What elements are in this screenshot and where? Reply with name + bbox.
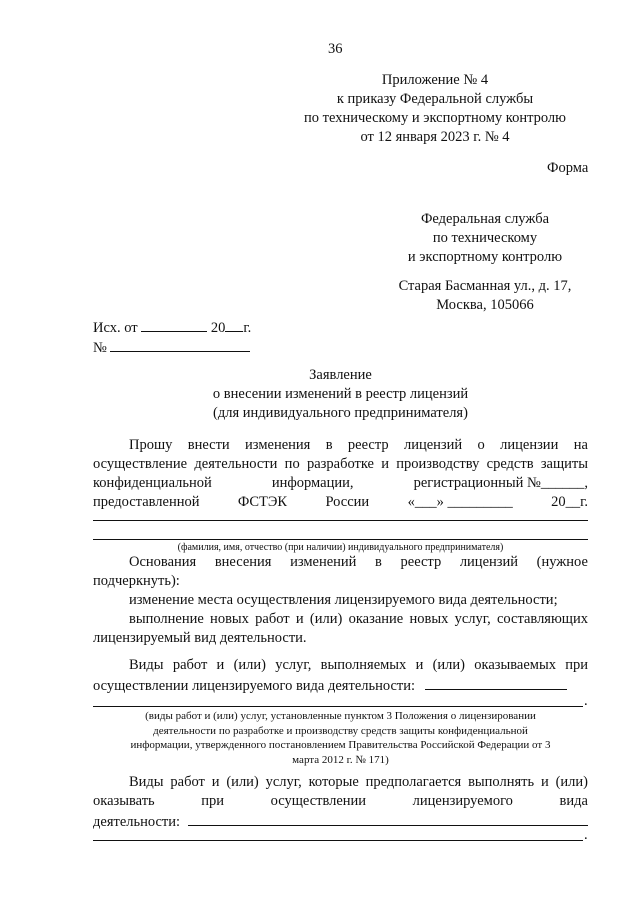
outgoing-number-field[interactable] bbox=[110, 337, 250, 352]
planned-line-1: Виды работ и (или) услуг, которые предполагается выполнять и (или) bbox=[129, 774, 588, 790]
appendix-line: по техническому и экспортному контролю bbox=[304, 110, 566, 126]
word: в bbox=[325, 437, 333, 453]
outgoing-year-prefix: 20 bbox=[210, 320, 226, 336]
addressee-line: Москва, 105066 bbox=[436, 297, 534, 313]
word: лицензий bbox=[459, 554, 519, 570]
outgoing-date-field[interactable] bbox=[141, 317, 207, 332]
outgoing-year-field[interactable] bbox=[225, 317, 243, 332]
outgoing-year-suffix: г. bbox=[243, 320, 252, 336]
work-types-line[interactable] bbox=[93, 706, 583, 707]
work-types-line-2 bbox=[93, 675, 588, 696]
license-year-field[interactable]: 20__г. bbox=[551, 494, 588, 510]
word: реестр bbox=[400, 554, 442, 570]
document-title bbox=[93, 366, 588, 423]
caption-line: деятельности по разработке и производству средств защиты конфиденциальной bbox=[153, 724, 528, 737]
word: ФСТЭК bbox=[237, 494, 288, 510]
word: лицензий bbox=[403, 437, 463, 453]
request-line-4 bbox=[93, 493, 588, 512]
grounds-option-place[interactable]: изменение места осуществления лицензируемого вида деятельности; bbox=[129, 592, 558, 608]
work-types-paragraph bbox=[93, 656, 588, 696]
word: осуществлении bbox=[270, 793, 367, 809]
word: лицензии bbox=[500, 437, 559, 453]
word: предоставленной bbox=[93, 494, 200, 510]
grounds-paragraph bbox=[93, 553, 588, 648]
word: конфиденциальной bbox=[93, 475, 212, 491]
word: лицензируемого bbox=[412, 793, 513, 809]
appendix-line: Приложение № 4 bbox=[381, 72, 489, 88]
planned-work-field[interactable] bbox=[188, 811, 588, 826]
caption-line: марта 2012 г. № 171) bbox=[292, 753, 389, 766]
planned-line-2 bbox=[93, 792, 588, 811]
work-types-line-1: Виды работ и (или) услуг, выполняемых и (или) оказываемых при bbox=[129, 657, 588, 673]
grounds-line-2: подчеркнуть): bbox=[93, 573, 180, 589]
word: реестр bbox=[347, 437, 389, 453]
word: информации, bbox=[271, 475, 354, 491]
addressee-block bbox=[375, 210, 595, 315]
word: при bbox=[201, 793, 225, 809]
page-number: 36 bbox=[328, 41, 343, 57]
work-types-caption bbox=[93, 709, 588, 767]
name-line-2[interactable] bbox=[93, 539, 588, 540]
name-caption: (фамилия, имя, отчество (при наличии) индивидуального предпринимателя) bbox=[177, 542, 504, 553]
planned-work-paragraph bbox=[93, 773, 588, 832]
addressee-line: Федеральная служба bbox=[420, 211, 550, 227]
work-types-end-mark: . bbox=[584, 693, 588, 709]
request-line-1 bbox=[93, 436, 588, 455]
word: в bbox=[375, 554, 382, 570]
planned-label: деятельности: bbox=[93, 814, 181, 830]
title-line: Заявление bbox=[309, 367, 372, 383]
request-line-2: осуществление деятельности по разработке и производству средств защиты bbox=[93, 456, 588, 472]
appendix-header bbox=[290, 71, 580, 147]
outgoing-number bbox=[93, 337, 250, 358]
word: изменения bbox=[245, 437, 311, 453]
addressee-line: по техническому bbox=[432, 230, 538, 246]
word: на bbox=[573, 437, 588, 453]
planned-line-3 bbox=[93, 811, 588, 832]
word: изменений bbox=[290, 554, 357, 570]
title-line: (для индивидуального предпринимателя) bbox=[213, 405, 468, 421]
planned-end-mark: . bbox=[584, 827, 588, 843]
appendix-line: от 12 января 2023 г. № 4 bbox=[360, 129, 510, 145]
caption-line: (виды работ и (или) услуг, установленные пунктом 3 Положения о лицензировании bbox=[145, 710, 536, 722]
word: (нужное bbox=[536, 554, 588, 570]
title-line: о внесении изменений в реестр лицензий bbox=[212, 386, 469, 402]
caption-line: информации, утвержденного постановлением Правительства Российской Федерации от 3 bbox=[130, 739, 551, 751]
appendix-line: к приказу Федеральной службы bbox=[336, 91, 534, 107]
request-paragraph bbox=[93, 436, 588, 512]
form-label: Форма bbox=[547, 160, 589, 176]
word: о bbox=[477, 437, 485, 453]
outgoing-number-label: № bbox=[93, 340, 107, 356]
registration-number-field[interactable]: регистрационный №______, bbox=[413, 475, 588, 491]
addressee-line: Старая Басманная ул., д. 17, bbox=[398, 278, 572, 294]
license-date-field[interactable]: «___» _________ bbox=[407, 494, 513, 510]
outgoing-ref bbox=[93, 317, 251, 338]
work-types-field[interactable] bbox=[425, 675, 567, 690]
word: России bbox=[325, 494, 370, 510]
word: Основания bbox=[129, 554, 197, 570]
grounds-line-1 bbox=[93, 553, 588, 572]
request-line-3 bbox=[93, 474, 588, 493]
word: вида bbox=[559, 793, 588, 809]
word: внести bbox=[187, 437, 230, 453]
planned-work-line[interactable] bbox=[93, 840, 583, 841]
word: Прошу bbox=[129, 437, 173, 453]
addressee-line: и экспортному контролю bbox=[407, 249, 563, 265]
work-types-label: осуществлении лицензируемого вида деятельности: bbox=[93, 678, 416, 694]
grounds-option-new-works[interactable]: выполнение новых работ и (или) оказание новых услуг, составляющих bbox=[129, 611, 588, 627]
name-line-1[interactable] bbox=[93, 520, 588, 521]
grounds-option-new-works-cont: лицензируемый вид деятельности. bbox=[93, 630, 307, 646]
word: оказывать bbox=[93, 793, 155, 809]
outgoing-ref-label: Исх. от bbox=[93, 320, 138, 336]
word: внесения bbox=[214, 554, 272, 570]
